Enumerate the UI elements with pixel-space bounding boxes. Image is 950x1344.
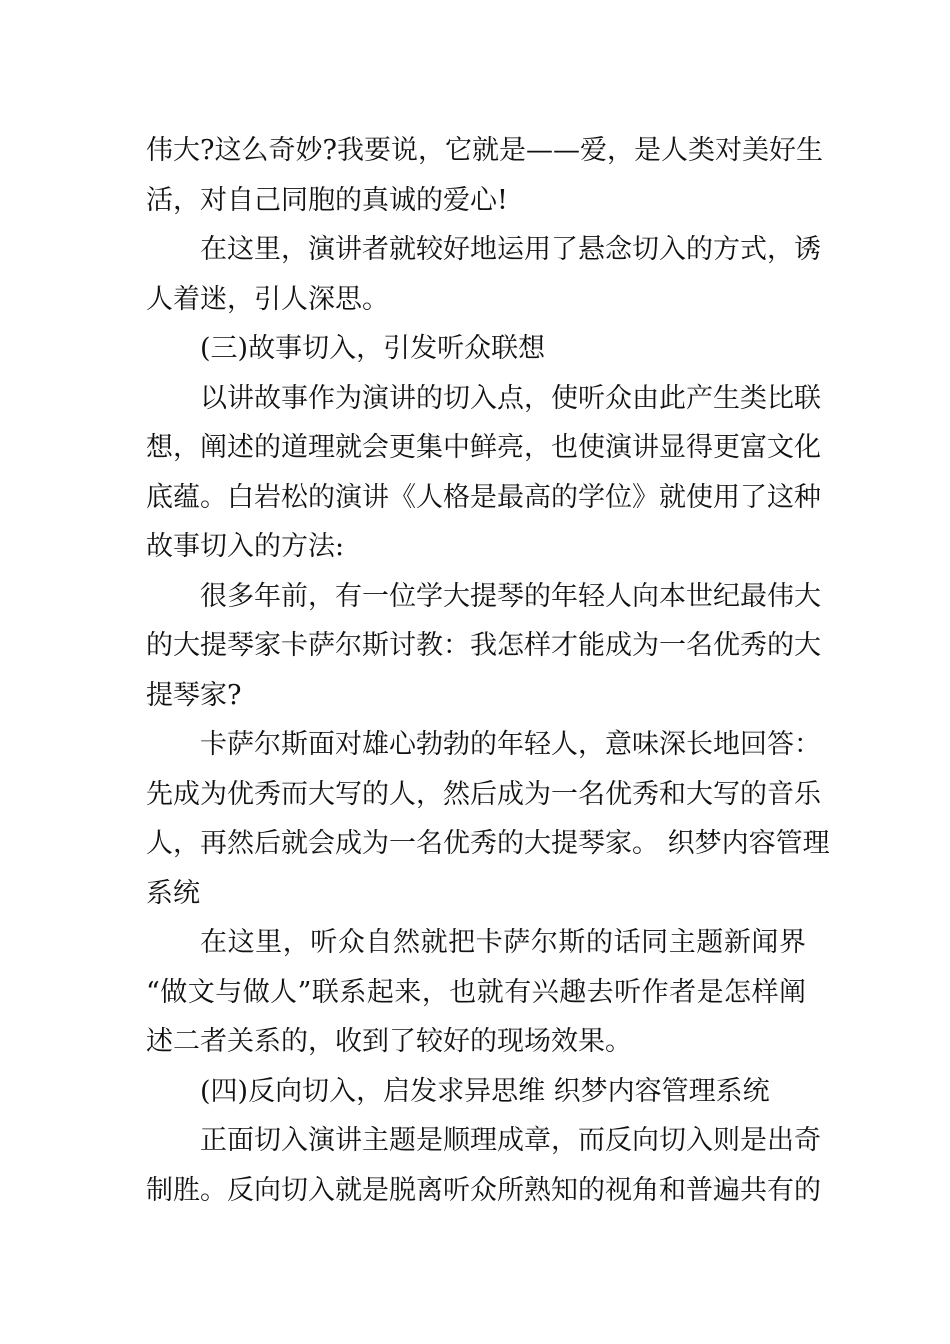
text-line: 人着迷，引人深思。	[146, 284, 389, 315]
text-line: 提琴家?	[146, 680, 242, 711]
text-line: 想，阐述的道理就会更集中鲜亮，也使演讲显得更富文化	[146, 432, 821, 463]
text-line: 的大提琴家卡萨尔斯讨教：我怎样才能成为一名优秀的大	[146, 630, 821, 661]
text-line: 正面切入演讲主题是顺理成章，而反向切入则是出奇	[200, 1125, 821, 1156]
text-line: 卡萨尔斯面对雄心勃勃的年轻人，意味深长地回答：	[200, 729, 821, 760]
text-line: 制胜。反向切入就是脱离听众所熟知的视角和普遍共有的	[146, 1175, 821, 1206]
text-line: 述二者关系的，收到了较好的现场效果。	[146, 1026, 632, 1057]
text-line: 在这里，演讲者就较好地运用了悬念切入的方式，诱	[200, 234, 821, 265]
text-line: “做文与做人”联系起来，也就有兴趣去听作者是怎样阐	[146, 977, 806, 1008]
text-line: 故事切入的方法:	[146, 531, 345, 562]
text-line: 人，再然后就会成为一名优秀的大提琴家。 织梦内容管理	[146, 828, 830, 859]
section-heading: (三)故事切入，引发听众联想	[200, 333, 546, 364]
text-line: 在这里，听众自然就把卡萨尔斯的话同主题新闻界	[200, 927, 806, 958]
text-line: 先成为优秀而大写的人，然后成为一名优秀和大写的音乐	[146, 779, 821, 810]
section-heading: (四)反向切入，启发求异思维 织梦内容管理系统	[200, 1076, 770, 1107]
text-line: 很多年前，有一位学大提琴的年轻人向本世纪最伟大	[200, 581, 821, 612]
text-line: 伟大?这么奇妙?我要说，它就是——爱，是人类对美好生	[146, 135, 823, 166]
text-line: 以讲故事作为演讲的切入点，使听众由此产生类比联	[200, 383, 821, 414]
text-line: 底蕴。白岩松的演讲《人格是最高的学位》就使用了这种	[146, 482, 821, 513]
text-line: 活，对自己同胞的真诚的爱心!	[146, 185, 508, 216]
text-line: 系统	[146, 878, 200, 909]
